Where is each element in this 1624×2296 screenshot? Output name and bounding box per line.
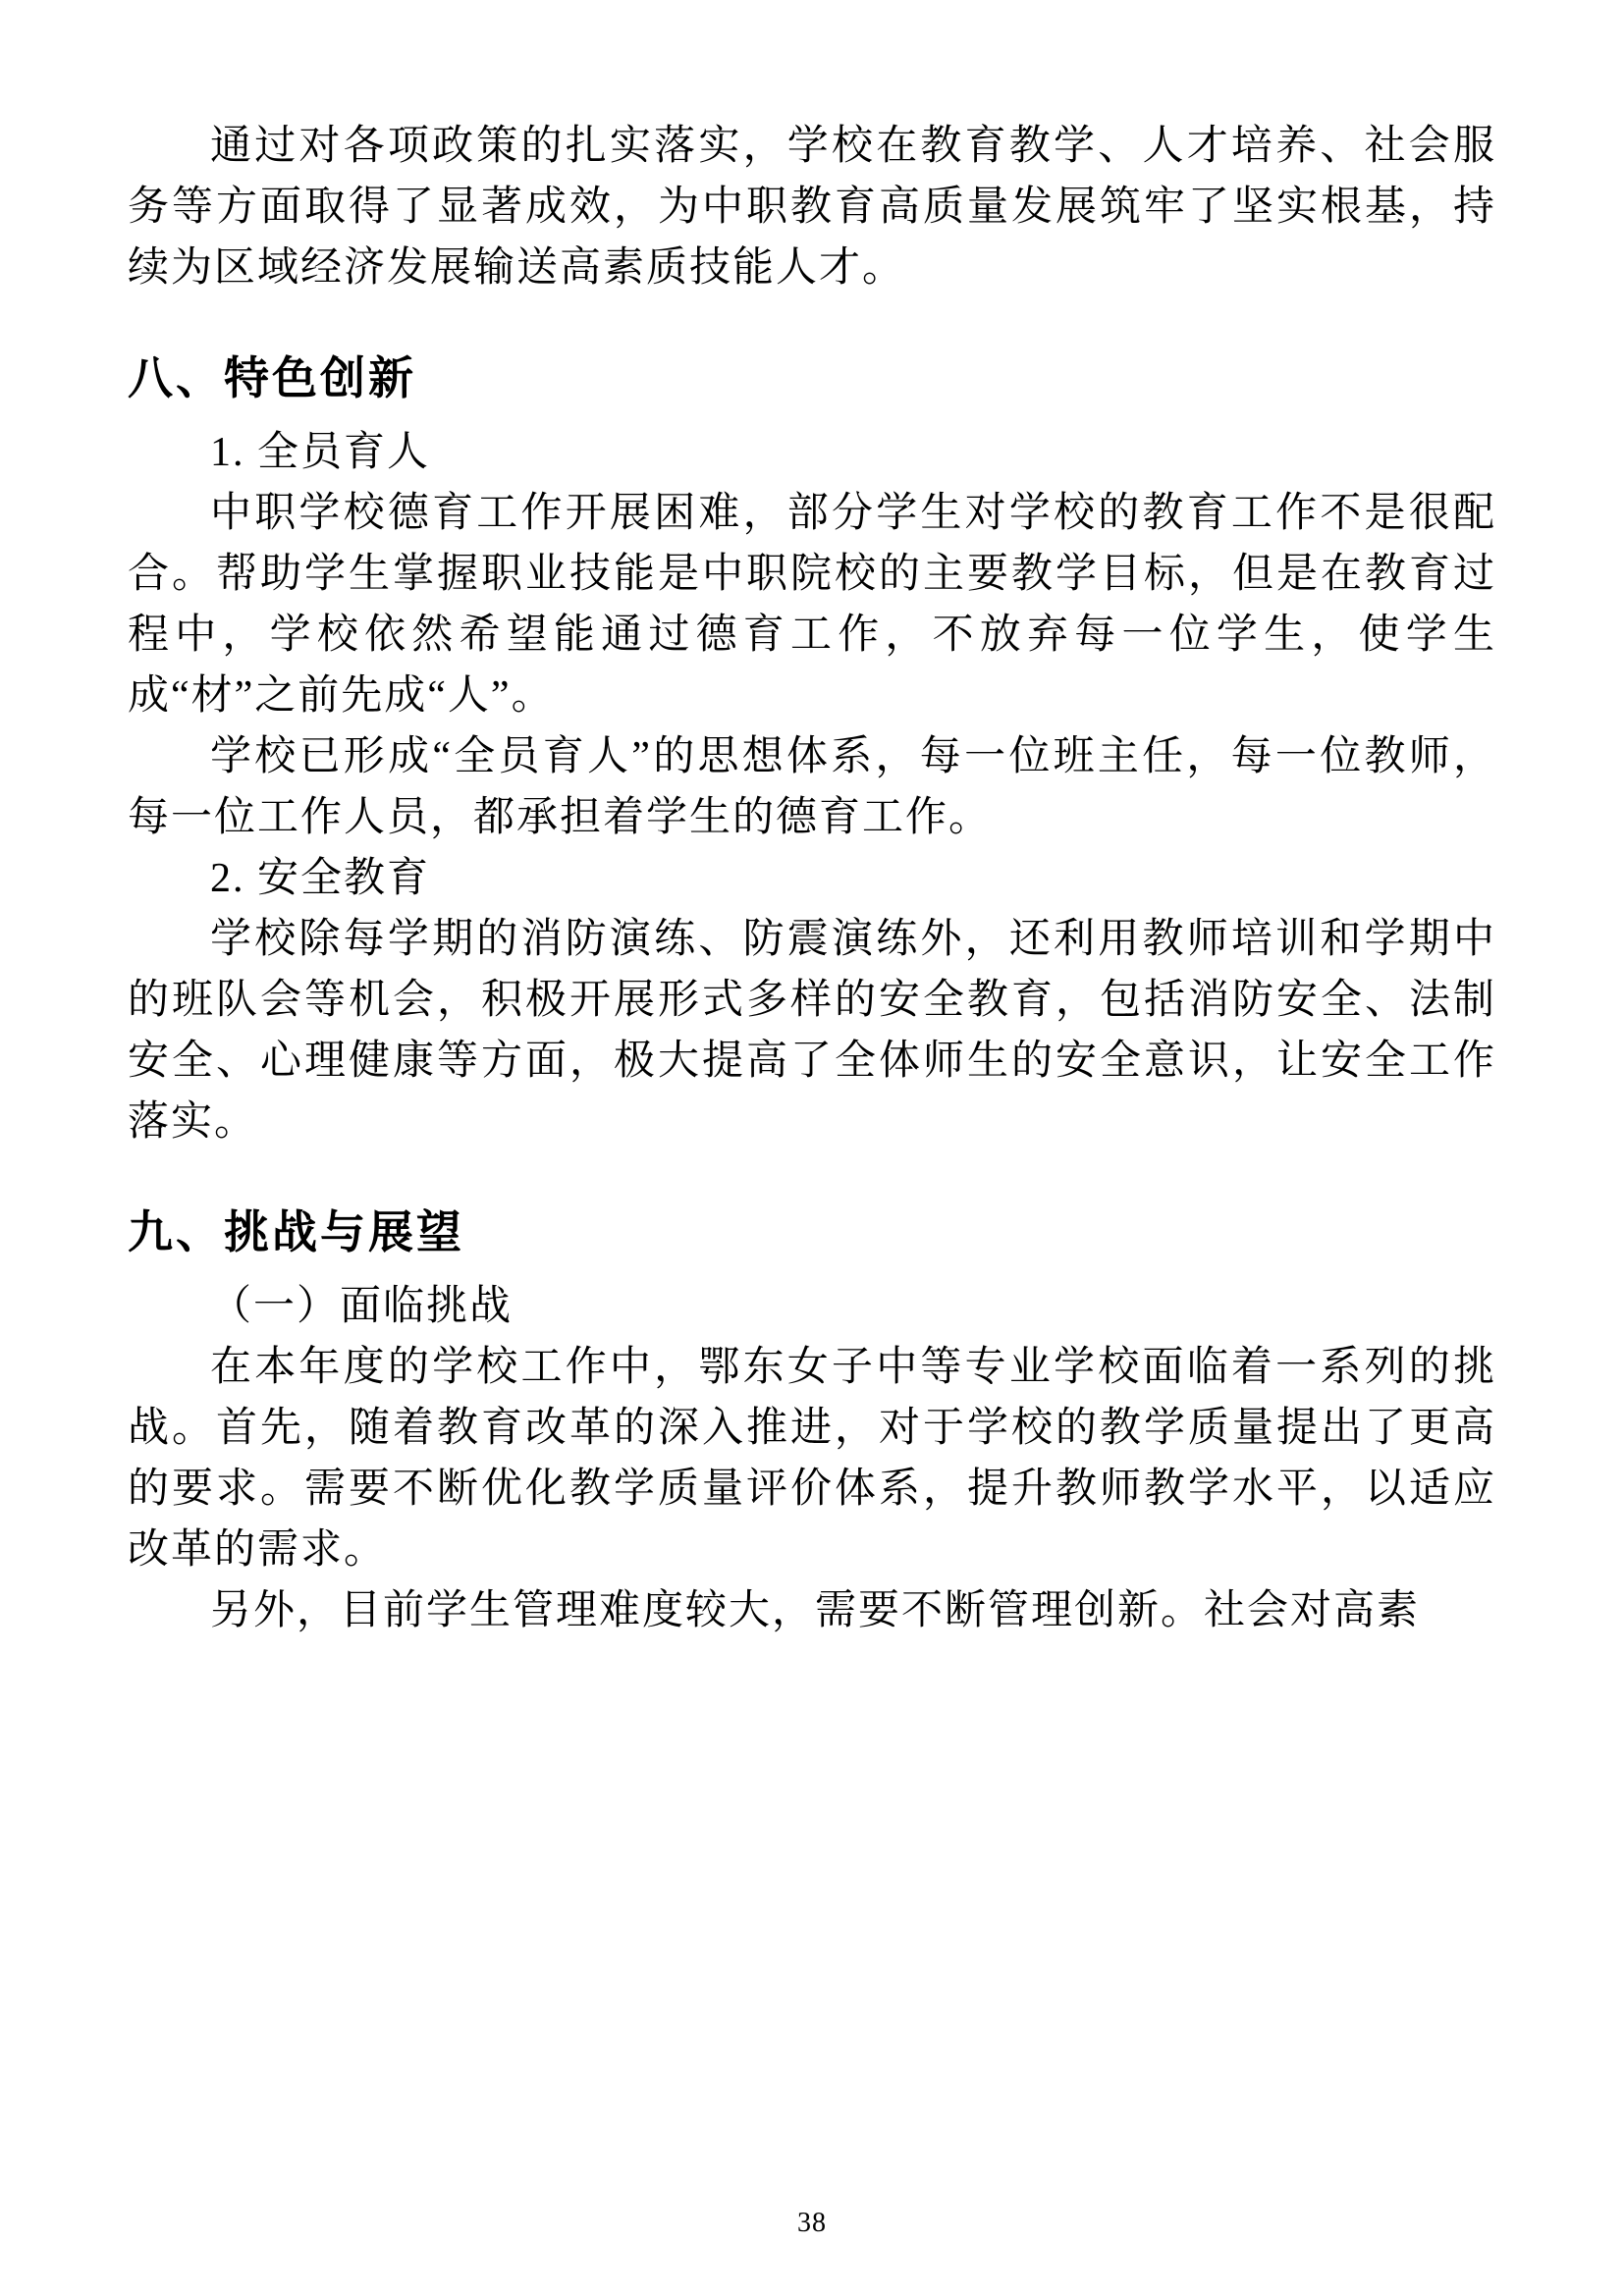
subheading-facing-challenges: （一）面临挑战 [210,1284,514,1329]
para-challenges-student-management: 另外，目前学生管理难度较大，需要不断管理创新。社会对高素 [210,1588,1421,1633]
para-policy-implementation-results: 通过对各项政策的扎实落实，学校在教育教学、人才培养、社会服务等方面取得了显著成效，为中职教育高质量发展筑牢了坚实根基，持续为区域经济发展输送高素质技能人才。 [128,124,1496,291]
subheading-all-staff-education: 1. 全员育人 [210,430,431,475]
para-safety-education-activities: 学校除每学期的消防演练、防震演练外，还利用教师培训和学期中的班队会等机会，积极开展形式多样的安全教育，包括消防安全、法制安全、心理健康等方面，极大提高了全体师生的安全意识，让安全工作落实。 [128,917,1496,1145]
heading-section-8-innovation: 八、特色创新 [128,352,416,403]
subheading-safety-education: 2. 安全教育 [210,856,431,901]
para-moral-education-challenge: 中职学校德育工作开展困难，部分学生对学校的教育工作不是很配合。帮助学生掌握职业技能是中职院校的主要教学目标，但是在教育过程中，学校依然希望能通过德育工作，不放弃每一位学生，使学生成“材”之前先成“人”。 [128,491,1496,719]
para-challenges-teaching-quality: 在本年度的学校工作中，鄂东女子中等专业学校面临着一系列的挑战。首先，随着教育改革的深入推进，对于学校的教学质量提出了更高的要求。需要不断优化教学质量评价体系，提升教师教学水平，以适应改革的需求。 [128,1345,1496,1573]
page-number: 38 [797,2208,827,2238]
heading-section-9-challenges-outlook: 九、挑战与展望 [128,1206,464,1257]
para-all-staff-education-system: 学校已形成“全员育人”的思想体系，每一位班主任，每一位教师，每一位工作人员，都承担着学生的德育工作。 [128,734,1496,840]
